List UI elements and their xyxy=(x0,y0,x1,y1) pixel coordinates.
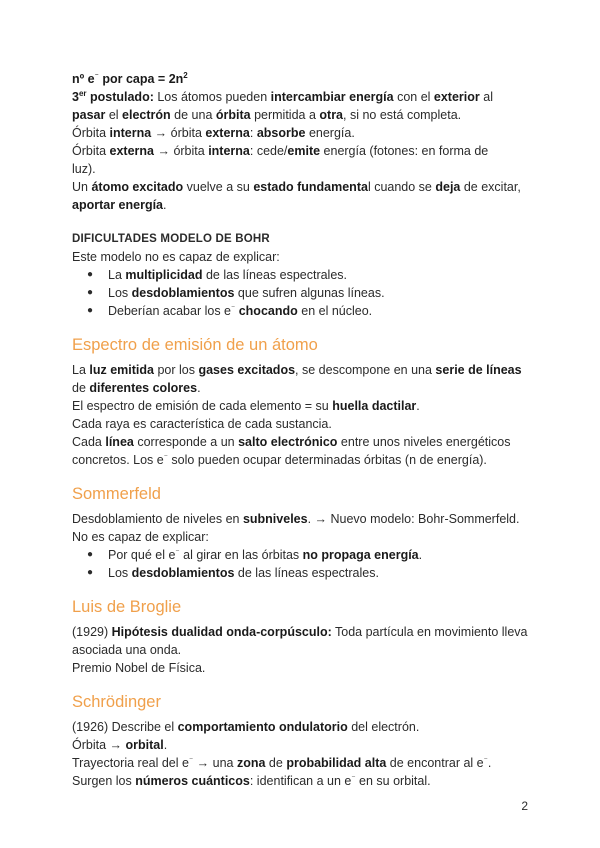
text-run: Los xyxy=(108,566,132,580)
text-run: Toda partícula en movimiento lleva xyxy=(331,625,528,639)
text-run: Órbita xyxy=(72,126,110,140)
text-run: energía. xyxy=(305,126,355,140)
bold-text: electrón xyxy=(122,108,171,122)
text-run: Órbita xyxy=(72,144,110,158)
bold-text: interna xyxy=(208,144,250,158)
bold-text: deja xyxy=(435,180,461,194)
text-run: al xyxy=(479,90,493,104)
text-run: corresponde a un xyxy=(133,435,239,449)
text-run: de las líneas espectrales. xyxy=(234,566,379,580)
postulate-number: 3 xyxy=(72,90,79,104)
text-run: con el xyxy=(393,90,434,104)
text-run: Los xyxy=(108,286,132,300)
text-run: luz). xyxy=(72,162,96,176)
bold-text: externa xyxy=(205,126,250,140)
excited-atom-line xyxy=(72,178,532,196)
schrodinger-heading: Schrödinger xyxy=(72,693,161,711)
bold-text: orbital xyxy=(125,738,164,752)
broglie-line-3: Premio Nobel de Física. xyxy=(72,661,206,675)
text-run: Un xyxy=(72,180,92,194)
electron-superscript: ⁻ xyxy=(163,451,168,461)
text-run: , se descompone en una xyxy=(295,363,436,377)
bold-text: diferentes colores xyxy=(89,381,198,395)
list-item xyxy=(72,564,532,582)
text-run: de xyxy=(265,756,287,770)
spectrum-line-1 xyxy=(72,361,532,379)
bold-text: serie de líneas xyxy=(435,363,522,377)
emit-energy-line-cont xyxy=(72,160,532,178)
spacer xyxy=(72,214,532,230)
bold-text: zona xyxy=(236,756,266,770)
text-run: Surgen los xyxy=(72,774,136,788)
bold-text: números cuánticos xyxy=(135,774,250,788)
text-run: al girar en las órbitas xyxy=(179,548,303,562)
text-run: de encontrar al e xyxy=(386,756,484,770)
ordinal-superscript: er xyxy=(78,88,87,98)
bold-text: luz emitida xyxy=(89,363,154,377)
electron-superscript: ⁻ xyxy=(175,546,180,556)
bold-text: Hipótesis dualidad onda-corpúsculo: xyxy=(111,625,332,639)
electron-superscript: ⁻ xyxy=(188,754,194,764)
bold-text: línea xyxy=(105,435,134,449)
text-run: , si no está completa. xyxy=(343,108,462,122)
list-item xyxy=(72,546,532,564)
bold-text: órbita xyxy=(215,108,251,122)
schrodinger-line-4 xyxy=(72,772,532,790)
text-run: permitida a xyxy=(250,108,320,122)
spectrum-line-4: Cada raya es característica de cada sustancia. xyxy=(72,417,332,431)
emit-energy-line xyxy=(72,142,532,160)
spectrum-line-2 xyxy=(72,379,532,397)
text-run: vuelve a su xyxy=(183,180,254,194)
bold-text: exterior xyxy=(433,90,480,104)
bold-text: emite xyxy=(287,144,321,158)
bold-text: comportamiento ondulatorio xyxy=(177,720,348,734)
sommerfeld-list xyxy=(72,546,532,582)
third-postulate-line-1 xyxy=(72,88,532,106)
spectrum-heading: Espectro de emisión de un átomo xyxy=(72,336,318,354)
spectrum-line-3 xyxy=(72,397,532,415)
bold-text: otra xyxy=(319,108,344,122)
bold-text: salto electrónico xyxy=(238,435,338,449)
schrodinger-line-2 xyxy=(72,736,532,754)
text-run: solo pueden ocupar determinadas órbitas (n de energía). xyxy=(167,453,487,467)
bold-text: no propaga energía xyxy=(302,548,419,562)
bold-text: subniveles xyxy=(242,512,308,526)
text-run: Los átomos pueden xyxy=(153,90,271,104)
sommerfeld-line-1 xyxy=(72,510,532,528)
bold-text: átomo excitado xyxy=(91,180,184,194)
formula-text: nº e xyxy=(72,72,95,86)
difficulties-intro: Este modelo no es capaz de explicar: xyxy=(72,250,280,264)
bold-text: estado fundamenta xyxy=(253,180,368,194)
bold-text: pasar xyxy=(72,108,106,122)
bold-text: desdoblamientos xyxy=(131,566,235,580)
third-postulate-line-2 xyxy=(72,106,532,124)
bold-text: absorbe xyxy=(256,126,306,140)
text-run: del electrón. xyxy=(347,720,420,734)
broglie-heading: Luis de Broglie xyxy=(72,598,182,616)
text-run: entre unos niveles energéticos xyxy=(337,435,511,449)
bold-text: aportar energía xyxy=(72,198,164,212)
text-run: . → Nuevo modelo: Bohr-Sommerfeld. xyxy=(307,512,520,526)
electrons-per-shell-formula xyxy=(72,70,532,88)
text-run: Trayectoria real del e xyxy=(72,756,189,770)
text-run: de xyxy=(72,381,90,395)
text-run: que sufren algunas líneas. xyxy=(234,286,385,300)
schrodinger-line-3 xyxy=(72,754,532,772)
bold-text: externa xyxy=(109,144,154,158)
text-run: . xyxy=(487,756,492,770)
text-run: por los xyxy=(153,363,199,377)
text-run: energía (fotones: en forma de xyxy=(320,144,489,158)
document-page xyxy=(72,70,532,790)
bold-text: intercambiar energía xyxy=(270,90,394,104)
text-run: → una xyxy=(193,756,237,770)
text-run: La xyxy=(108,268,126,282)
schrodinger-line-1 xyxy=(72,718,532,736)
text-run: Órbita → xyxy=(72,738,126,752)
bold-text: interna xyxy=(109,126,152,140)
spectrum-line-5 xyxy=(72,433,532,451)
bold-text: chocando xyxy=(238,304,298,318)
text-run: el xyxy=(105,108,123,122)
bold-text: desdoblamientos xyxy=(131,286,235,300)
page-number: 2 xyxy=(521,799,528,813)
spectrum-line-6 xyxy=(72,451,532,469)
excited-atom-line-cont xyxy=(72,196,532,214)
text-run: . xyxy=(418,548,423,562)
text-run: → órbita xyxy=(154,144,209,158)
text-run: de excitar, xyxy=(460,180,521,194)
broglie-line-1 xyxy=(72,623,532,641)
bold-text: multiplicidad xyxy=(125,268,203,282)
text-run: de una xyxy=(170,108,216,122)
text-run: . xyxy=(163,738,168,752)
text-run: : xyxy=(249,126,257,140)
list-item xyxy=(72,284,532,302)
difficulties-list xyxy=(72,266,532,320)
text-run: . xyxy=(416,399,420,413)
text-run: Desdoblamiento de niveles en xyxy=(72,512,243,526)
postulate-label: postulado: xyxy=(86,90,154,104)
text-run: concretos. Los e xyxy=(72,453,164,467)
text-run: La xyxy=(72,363,90,377)
bold-text: huella dactilar xyxy=(332,399,417,413)
bold-text: probabilidad alta xyxy=(286,756,387,770)
absorb-energy-line xyxy=(72,124,532,142)
difficulties-title: DIFICULTADES MODELO DE BOHR xyxy=(72,233,270,245)
sommerfeld-heading: Sommerfeld xyxy=(72,485,161,503)
text-run: El espectro de emisión de cada elemento = su xyxy=(72,399,333,413)
text-run: l cuando se xyxy=(367,180,436,194)
electron-superscript: ⁻ xyxy=(351,772,356,782)
list-item xyxy=(72,266,532,284)
broglie-line-2: asociada una onda. xyxy=(72,643,182,657)
text-run: : cede/ xyxy=(249,144,288,158)
text-run: . xyxy=(197,381,201,395)
text-run: Cada xyxy=(72,435,106,449)
electron-superscript: ⁻ xyxy=(94,70,99,80)
text-run: en el núcleo. xyxy=(297,304,373,318)
text-run: Por qué el e xyxy=(108,548,176,562)
formula-text: por capa = 2n xyxy=(98,72,184,86)
text-run: : identifican a un e xyxy=(249,774,352,788)
text-run: → órbita xyxy=(151,126,206,140)
text-run: en su orbital. xyxy=(355,774,431,788)
electron-superscript: ⁻ xyxy=(483,754,488,764)
text-run: Deberían acabar los e xyxy=(108,304,231,318)
list-item xyxy=(72,302,532,320)
sommerfeld-line-2: No es capaz de explicar: xyxy=(72,530,209,544)
electron-superscript: ⁻ xyxy=(231,302,236,312)
formula-exponent: 2 xyxy=(183,70,188,80)
bold-text: gases excitados xyxy=(198,363,296,377)
text-run: . xyxy=(163,198,167,212)
text-run: de las líneas espectrales. xyxy=(202,268,348,282)
text-run: (1929) xyxy=(72,625,112,639)
text-run: (1926) Describe el xyxy=(72,720,178,734)
